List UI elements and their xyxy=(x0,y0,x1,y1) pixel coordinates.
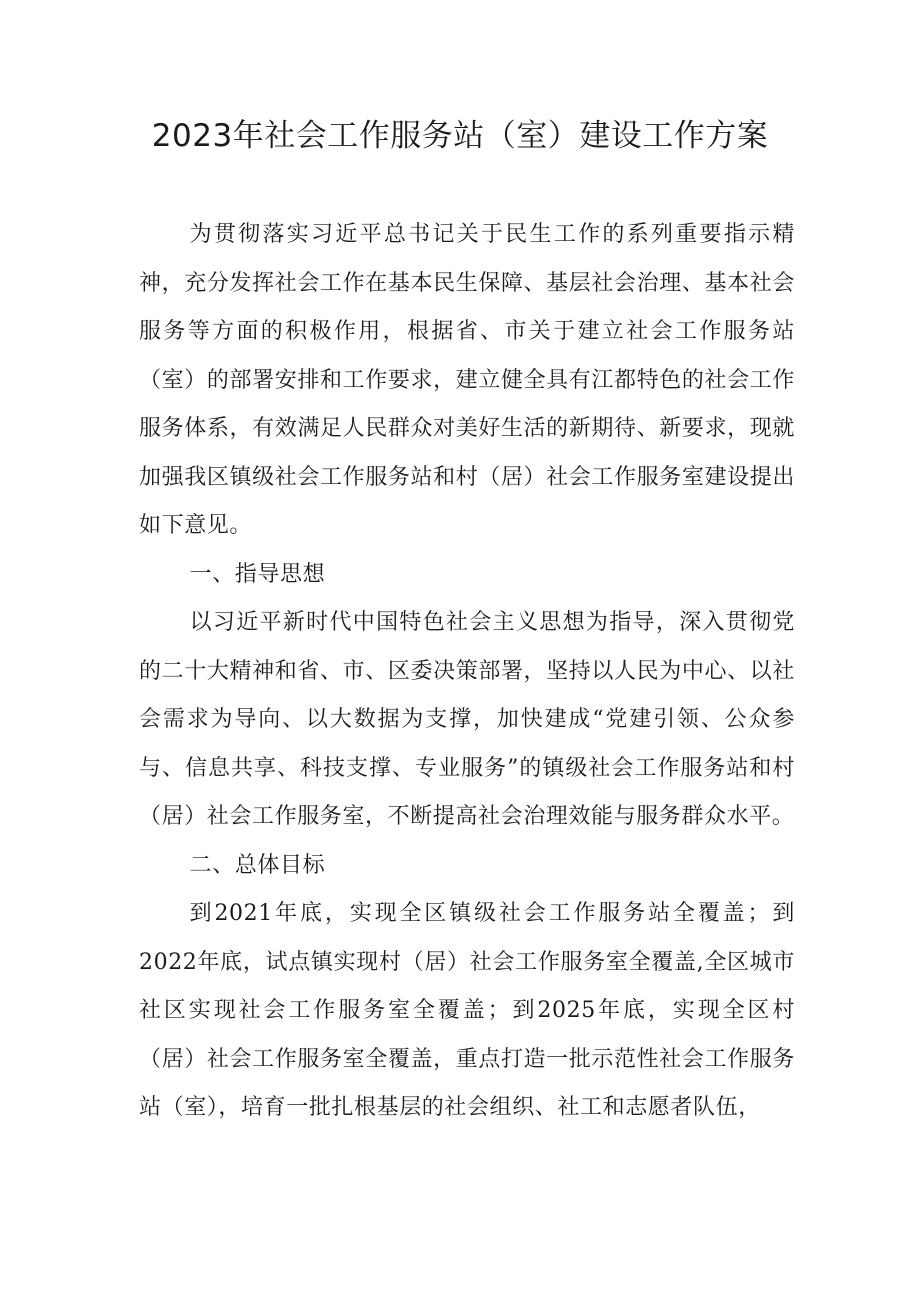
document-title: 2023年社会工作服务站（室）建设工作方案 xyxy=(151,118,769,154)
document-body xyxy=(139,211,795,1133)
intro-paragraph: 为贯彻落实习近平总书记关于民生工作的系列重要指示精神，充分发挥社会工作在基本民生保障、基层社会治理、基本社会服务等方面的积极作用，根据省、市关于建立社会工作服务站（室）的部署安排和工作要求，建立健全具有江都特色的社会工作服务体系，有效满足人民群众对美好生活的新期待、新要求，现就加强我区镇级社会工作服务站和村（居）社会工作服务室建设提出如下意见。 xyxy=(139,222,795,538)
section-heading-guiding-ideology: 一、指导思想 xyxy=(189,561,326,587)
section-paragraph-guiding-ideology: 以习近平新时代中国特色社会主义思想为指导，深入贯彻党的二十大精神和省、市、区委决策部署，坚持以人民为中心、以社会需求为导向、以大数据为支撑，加快建成“党建引领、公众参与、信息共享、科技支撑、专业服务”的镇级社会工作服务站和村（居）社会工作服务室，不断提高社会治理效能与服务群众水平。 xyxy=(139,610,795,829)
section-heading-overall-goals: 二、总体目标 xyxy=(189,852,326,878)
section-paragraph-overall-goals: 到2021年底，实现全区镇级社会工作服务站全覆盖；到2022年底，试点镇实现村（居）社会工作服务室全覆盖,全区城市社区实现社会工作服务室全覆盖；到2025年底，实现全区村（居）社会工作服务室全覆盖，重点打造一批示范性社会工作服务站（室），培育一批扎根基层的社会组织、社工和志愿者队伍， xyxy=(139,901,795,1120)
